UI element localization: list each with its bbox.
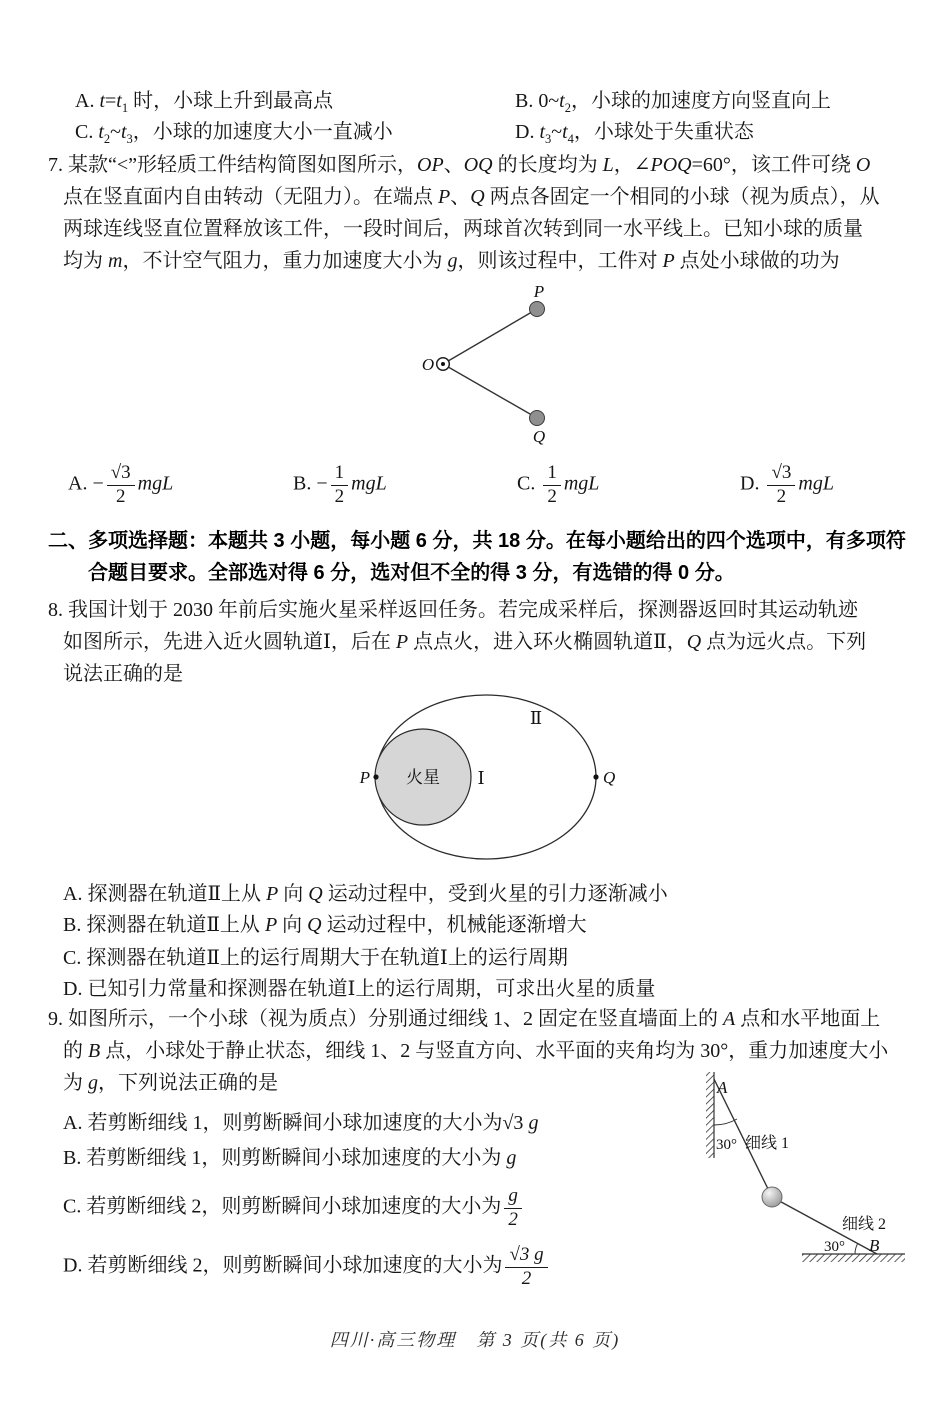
q9-option-b: B. 若剪断细线 1，则剪断瞬间小球加速度的大小为 g xyxy=(63,1147,517,1169)
q7-option-a: A. − $\frac{√3}{2}$ mgL xyxy=(68,462,174,507)
q9-option-a: A. 若剪断细线 1，则剪断瞬间小球加速度的大小为√3 g xyxy=(63,1112,539,1134)
label-P: P xyxy=(533,282,545,301)
q7-text-line-4: 均为 m，不计空气阻力，重力加速度大小为 g，则该过程中，工件对 P 点处小球做的功为 xyxy=(63,250,840,272)
q9-text-line-3: 为 g，下列说法正确的是 xyxy=(63,1072,278,1094)
ball xyxy=(762,1187,782,1207)
label-Q: Q xyxy=(603,768,616,787)
q7-option-b: B. − $\frac{1}{2}$ mgL xyxy=(293,462,387,507)
q7-option-d: D. $\frac{√3}{2}$ mgL xyxy=(740,462,834,507)
q9-option-c: C. 若剪断细线 2，则剪断瞬间小球加速度的大小为 $\frac{g}{2}$ xyxy=(63,1186,525,1230)
q7-text-line-3: 两球连线竖直位置释放该工件，一段时间后，两球首次转到同一水平线上。已知小球的质量 xyxy=(63,218,863,240)
label-orbit-II: Ⅱ xyxy=(529,708,543,728)
q8-text-line-3: 说法正确的是 xyxy=(63,663,183,685)
point-Q-dot xyxy=(593,774,598,779)
label-P: P xyxy=(359,768,370,787)
label-angle-ground: 30° xyxy=(824,1239,845,1255)
section2-header-line-1: 二、多项选择题：本题共 3 小题，每小题 6 分，共 18 分。在每小题给出的四个选项中，有多项符 xyxy=(48,530,906,552)
q8-option-b: B. 探测器在轨道Ⅱ上从 P 向 Q 运动过程中，机械能逐渐增大 xyxy=(63,914,587,936)
q9-text-line-1: 9. 如图所示，一个小球（视为质点）分别通过细线 1、2 固定在竖直墙面上的 A 点和水平地面上 xyxy=(48,1008,881,1030)
pivot-O-dot xyxy=(441,362,445,366)
label-angle-wall: 30° xyxy=(716,1137,737,1153)
q9-text-line-2: 的 B 点，小球处于静止状态，细线 1、2 与竖直方向、水平面的夹角均为 30°，重力加速度大小 xyxy=(63,1040,889,1062)
label-string-1: 细线 1 xyxy=(745,1135,790,1152)
rod-OQ-line xyxy=(443,364,537,418)
label-string-2: 细线 2 xyxy=(842,1216,887,1233)
label-A: A xyxy=(717,1078,728,1097)
rod-OP-line xyxy=(443,309,537,364)
q8-text-line-1: 8. 我国计划于 2030 年前后实施火星采样返回任务。若完成采样后，探测器返回时其运动轨迹 xyxy=(48,599,858,621)
q7-text-line-2: 点在竖直面内自由转动（无阻力）。在端点 P、Q 两点各固定一个相同的小球（视为质点），从 xyxy=(63,186,880,208)
q7-figure-rod-diagram xyxy=(400,282,620,454)
q9-option-d: D. 若剪断细线 2，则剪断瞬间小球加速度的大小为 $\frac{√3 g}{2}$ xyxy=(63,1245,551,1289)
section2-header-line-2: 合题目要求。全部选对得 6 分，选对但不全的得 3 分，有选错的得 0 分。 xyxy=(88,562,735,584)
q6-option-a: A. $t=t_1$ 时，小球上升到最高点 xyxy=(75,90,334,115)
ball-Q xyxy=(530,411,545,426)
point-P-dot xyxy=(373,774,378,779)
q8-figure-orbit-diagram xyxy=(350,686,630,868)
q6-option-d: D. $t_3\sim t_4$，小球处于失重状态 xyxy=(515,121,754,146)
angle-arc-ground xyxy=(855,1244,858,1254)
q7-text-line-1: 7. 某款“<”形轻质工件结构简图如图所示，OP、OQ 的长度均为 L，∠POQ=60°，该工件可绕 O xyxy=(48,154,871,176)
q8-text-line-2: 如图所示，先进入近火圆轨道Ⅰ，后在 P 点点火，进入环火椭圆轨道Ⅱ，Q 点为远火点。下列 xyxy=(63,631,867,653)
page-footer: 四川·高三物理 第 3 页(共 6 页) xyxy=(329,1330,621,1350)
q8-option-a: A. 探测器在轨道Ⅱ上从 P 向 Q 运动过程中，受到火星的引力逐渐减小 xyxy=(63,883,668,905)
label-O: O xyxy=(421,355,435,374)
label-B: B xyxy=(869,1236,880,1255)
q8-option-d: D. 已知引力常量和探测器在轨道Ⅰ上的运行周期，可求出火星的质量 xyxy=(63,978,656,1000)
label-Q: Q xyxy=(532,427,546,446)
ground-hatch xyxy=(802,1254,905,1262)
q8-option-c: C. 探测器在轨道Ⅱ上的运行周期大于在轨道Ⅰ上的运行周期 xyxy=(63,947,568,969)
label-orbit-I: Ⅰ xyxy=(477,768,485,788)
q7-option-c: C. $\frac{1}{2}$ mgL xyxy=(517,462,600,507)
q9-figure-strings-diagram xyxy=(695,1065,935,1270)
wall-hatch xyxy=(706,1072,714,1158)
q6-option-b: B. $0\sim t_2$，小球的加速度方向竖直向上 xyxy=(515,90,831,115)
ball-P xyxy=(530,302,545,317)
label-mars: 火星 xyxy=(406,768,440,787)
q6-option-c: C. $t_2\sim t_3$，小球的加速度大小一直减小 xyxy=(75,121,393,146)
